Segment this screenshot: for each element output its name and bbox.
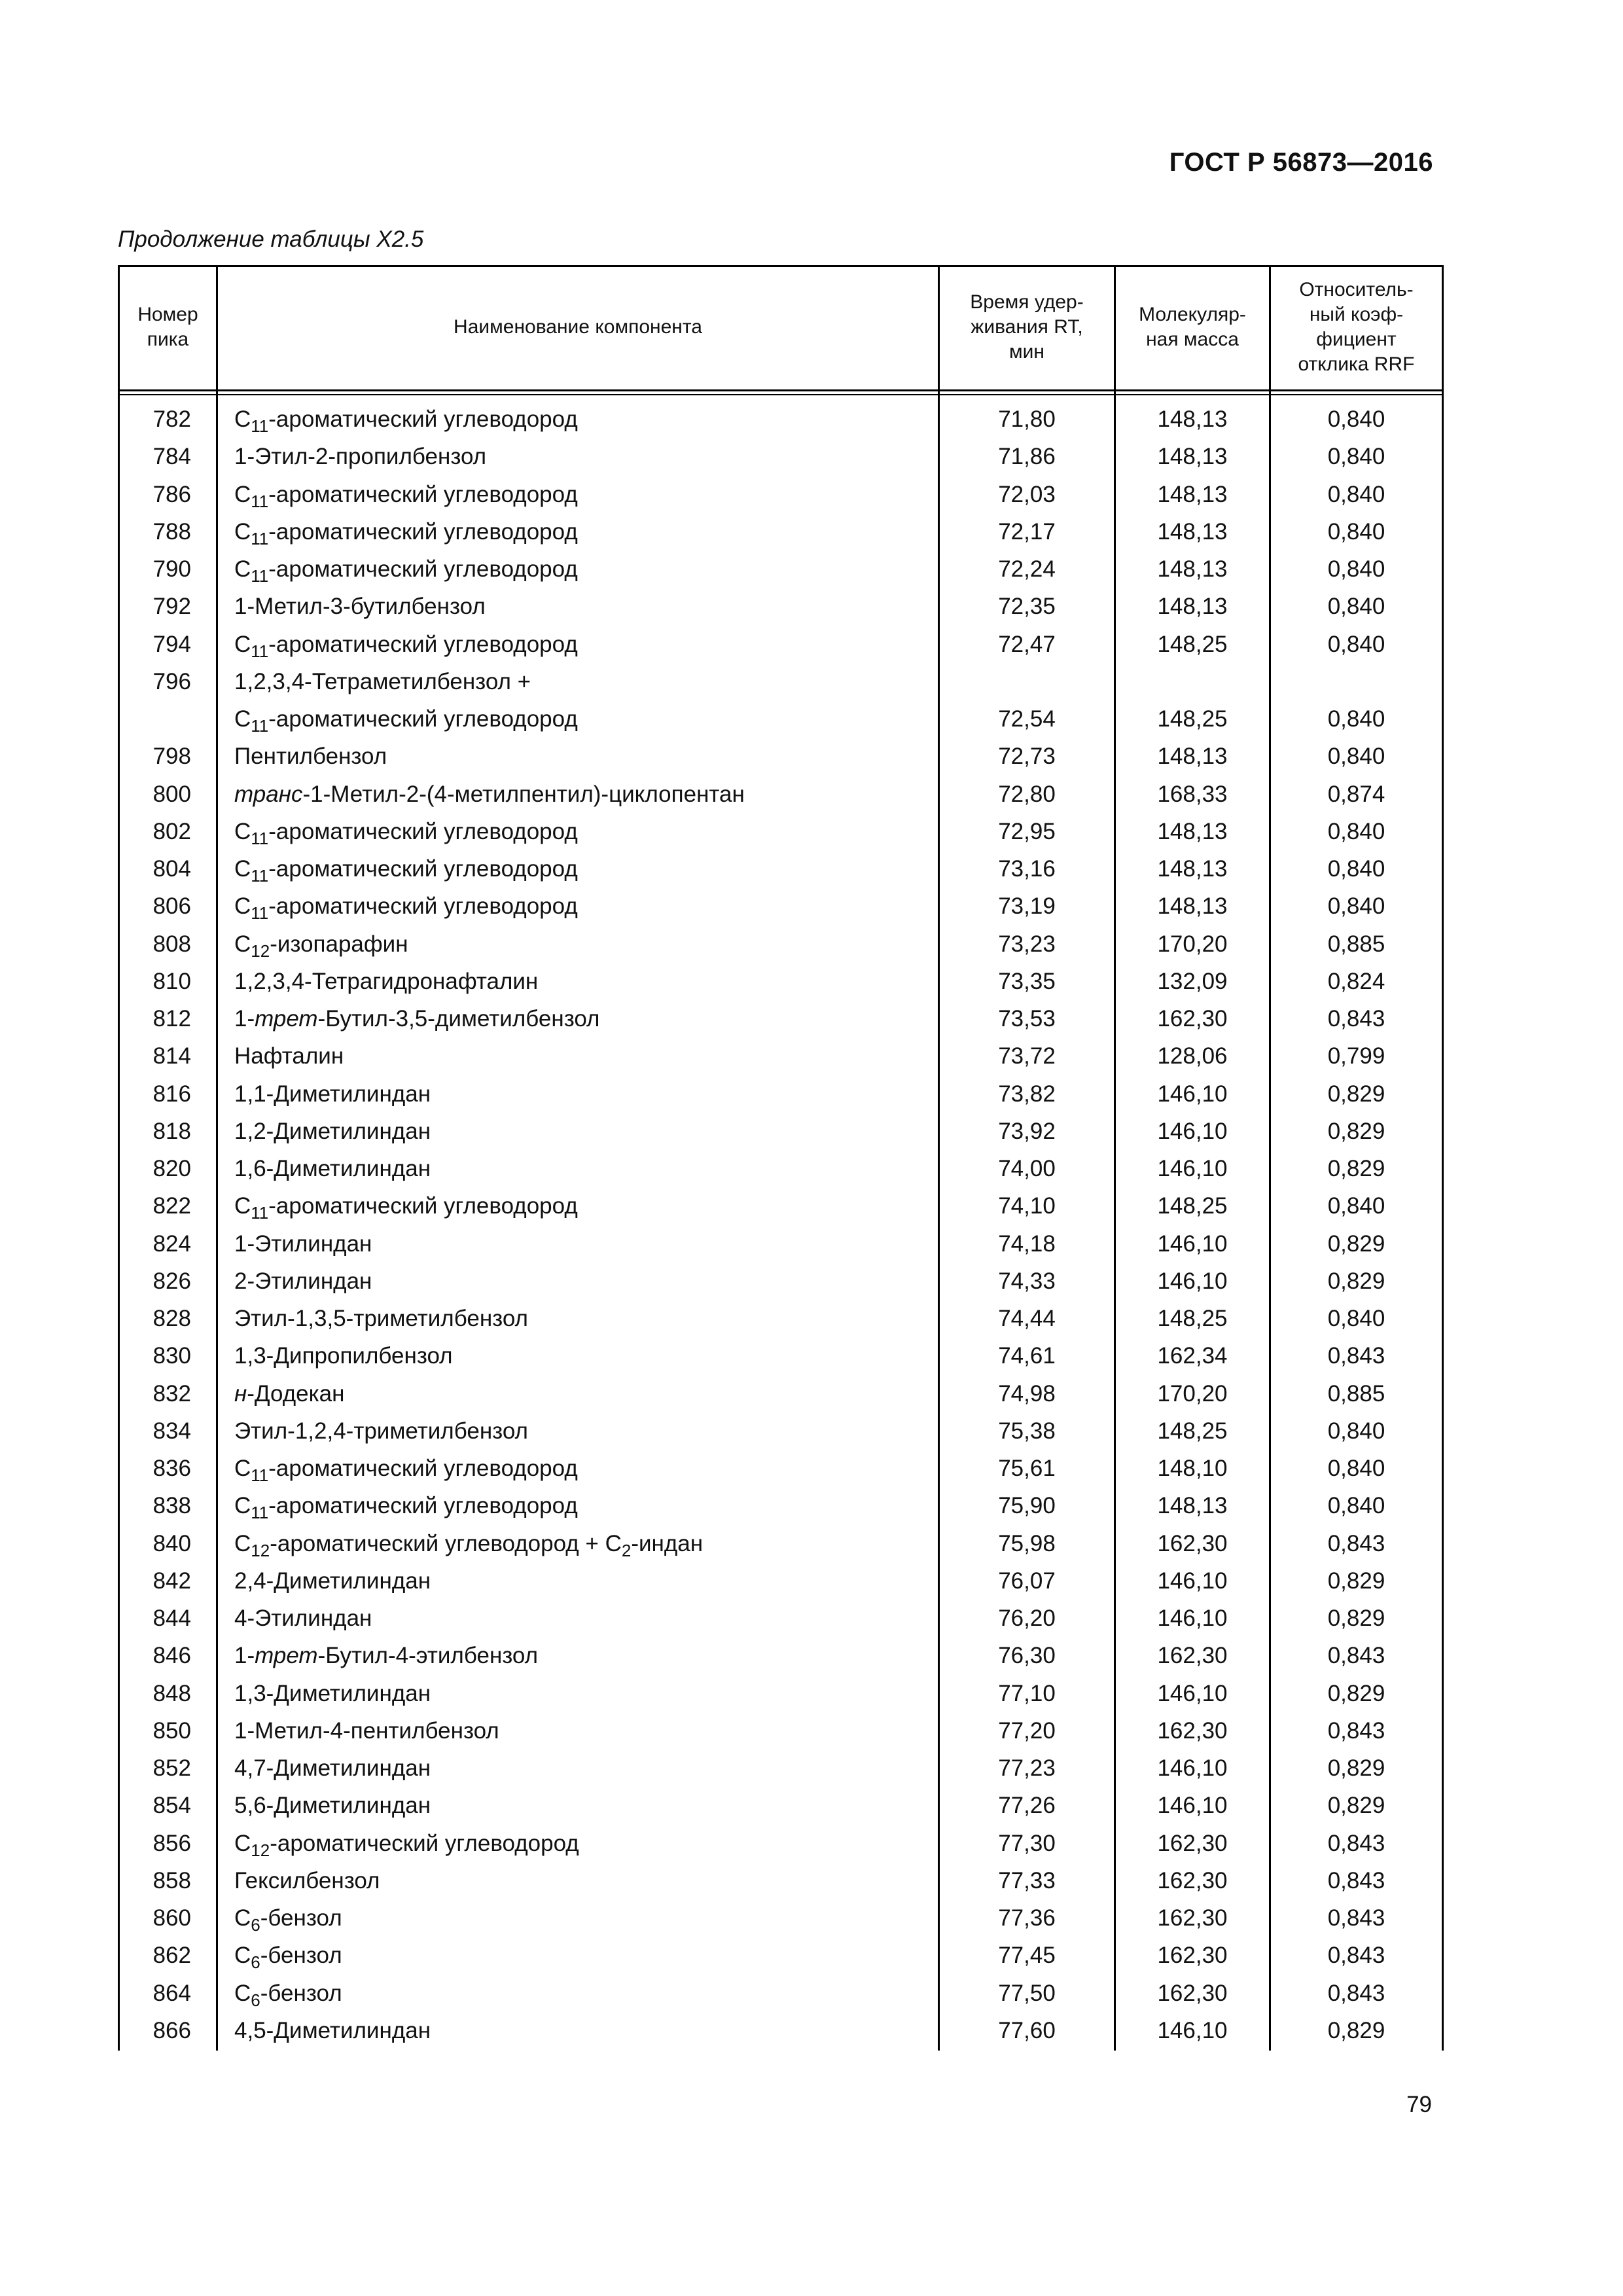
table-caption: Продолжение таблицы X2.5	[118, 226, 424, 252]
component-name: 1,2,3,4-Тетрагидронафталин	[234, 968, 539, 994]
peak-number: 826	[152, 1268, 191, 1294]
response-factor: 0,843	[1327, 1343, 1385, 1369]
peak-number: 830	[152, 1343, 191, 1369]
response-factor: 0,843	[1327, 1643, 1385, 1669]
retention-time: 72,35	[998, 594, 1056, 620]
response-factor: 0,843	[1327, 1905, 1385, 1931]
retention-time: 72,24	[998, 556, 1056, 582]
data-table	[118, 265, 1444, 2051]
header-rule	[118, 394, 1444, 395]
response-factor: 0,829	[1327, 1605, 1385, 1631]
response-factor: 0,840	[1327, 818, 1385, 844]
header-line: Номер	[137, 304, 198, 325]
retention-time: 73,23	[998, 931, 1056, 957]
retention-time: 77,60	[998, 2017, 1056, 2043]
header-rule	[118, 389, 1444, 391]
molecular-mass: 132,09	[1157, 968, 1228, 994]
header-line: Время удер-	[970, 291, 1084, 313]
component-name: $C_{11}$-ароматический углеводород	[234, 1493, 578, 1523]
molecular-mass: 146,10	[1157, 1118, 1228, 1144]
peak-number: 852	[152, 1755, 191, 1781]
molecular-mass: 148,13	[1157, 594, 1228, 620]
header-line: живания RT,	[971, 316, 1083, 338]
response-factor: 0,799	[1327, 1043, 1385, 1069]
peak-number: 836	[152, 1456, 191, 1481]
peak-number: 832	[152, 1380, 191, 1407]
peak-number: 804	[152, 856, 191, 882]
component-name: $C_{11}$-ароматический углеводород	[234, 818, 578, 848]
peak-number: 850	[152, 1717, 191, 1744]
retention-time: 77,23	[998, 1755, 1056, 1781]
peak-number: 794	[152, 631, 191, 657]
molecular-mass: 148,13	[1157, 744, 1228, 770]
response-factor: 0,885	[1327, 931, 1385, 957]
molecular-mass: 146,10	[1157, 1605, 1228, 1631]
response-factor: 0,840	[1327, 1456, 1385, 1481]
column-header-peak-number	[120, 265, 216, 389]
retention-time: 72,80	[998, 781, 1056, 807]
retention-time: 74,00	[998, 1156, 1056, 1181]
molecular-mass: 170,20	[1157, 931, 1228, 957]
response-factor: 0,843	[1327, 1006, 1385, 1031]
retention-time: 74,98	[998, 1380, 1056, 1407]
response-factor: 0,829	[1327, 1081, 1385, 1107]
component-name: 4,7-Диметилиндан	[234, 1755, 431, 1781]
peak-number: 854	[152, 1793, 191, 1819]
response-factor: 0,885	[1327, 1380, 1385, 1407]
molecular-mass: 148,25	[1157, 1306, 1228, 1331]
retention-time: 75,61	[998, 1456, 1056, 1481]
component-name: 4-Этилиндан	[234, 1605, 372, 1631]
component-name: $C_6$-бензол	[234, 1980, 342, 2010]
molecular-mass: 162,30	[1157, 1530, 1228, 1556]
response-factor: 0,843	[1327, 1530, 1385, 1556]
response-factor: 0,840	[1327, 1306, 1385, 1331]
molecular-mass: 148,13	[1157, 518, 1228, 545]
response-factor: 0,843	[1327, 1830, 1385, 1856]
response-factor: 0,843	[1327, 1943, 1385, 1969]
column-header-molecular-mass	[1116, 265, 1269, 389]
retention-time: 75,98	[998, 1530, 1056, 1556]
component-name: 1,3-Диметилиндан	[234, 1680, 431, 1706]
molecular-mass: 146,10	[1157, 1568, 1228, 1594]
component-name: 1-трет-Бутил-3,5-диметилбензол	[234, 1006, 600, 1031]
response-factor: 0,840	[1327, 481, 1385, 507]
component-name: $C_{12}$-ароматический углеводород + $C_2$-индан	[234, 1530, 704, 1560]
component-name: 1-Метил-3-бутилбензол	[234, 594, 486, 620]
response-factor: 0,829	[1327, 2017, 1385, 2043]
peak-number: 782	[152, 406, 191, 432]
peak-number: 790	[152, 556, 191, 582]
component-name: транс-1-Метил-2-(4-метилпентил)-циклопентан	[234, 781, 745, 807]
component-name: 1,1-Диметилиндан	[234, 1081, 431, 1107]
retention-time: 76,20	[998, 1605, 1056, 1631]
retention-time: 77,33	[998, 1867, 1056, 1893]
header-line: ная масса	[1146, 329, 1239, 350]
header-line: Относитель-	[1299, 279, 1414, 300]
peak-number: 802	[152, 818, 191, 844]
molecular-mass: 146,10	[1157, 1268, 1228, 1294]
molecular-mass: 148,25	[1157, 1418, 1228, 1444]
peak-number: 840	[152, 1530, 191, 1556]
component-name: $C_{11}$-ароматический углеводород	[234, 481, 578, 511]
molecular-mass: 146,10	[1157, 1081, 1228, 1107]
component-name: н-Додекан	[234, 1380, 345, 1407]
retention-time: 74,44	[998, 1306, 1056, 1331]
molecular-mass: 162,30	[1157, 1943, 1228, 1969]
molecular-mass: 148,25	[1157, 631, 1228, 657]
response-factor: 0,829	[1327, 1156, 1385, 1181]
component-name: 1,3-Дипропилбензол	[234, 1343, 453, 1369]
component-name: Гексилбензол	[234, 1867, 380, 1893]
header-line: фициент	[1316, 329, 1397, 350]
response-factor: 0,840	[1327, 594, 1385, 620]
molecular-mass: 162,30	[1157, 1717, 1228, 1744]
component-name: $C_{11}$-ароматический углеводород	[234, 406, 578, 436]
response-factor: 0,840	[1327, 631, 1385, 657]
response-factor: 0,829	[1327, 1568, 1385, 1594]
response-factor: 0,840	[1327, 1193, 1385, 1219]
component-name: 2,4-Диметилиндан	[234, 1568, 431, 1594]
component-name-continued: $C_{11}$-ароматический углеводород	[234, 706, 578, 736]
peak-number: 838	[152, 1493, 191, 1519]
response-factor: 0,829	[1327, 1230, 1385, 1257]
molecular-mass: 146,10	[1157, 1230, 1228, 1257]
component-name: 4,5-Диметилиндан	[234, 2017, 431, 2043]
molecular-mass: 148,13	[1157, 893, 1228, 920]
retention-time: 73,19	[998, 893, 1056, 920]
retention-time: 72,54	[998, 706, 1056, 732]
peak-number: 818	[152, 1118, 191, 1144]
column-header-retention-time	[940, 265, 1114, 389]
peak-number: 864	[152, 1980, 191, 2006]
molecular-mass: 146,10	[1157, 1156, 1228, 1181]
header-line: мин	[1009, 341, 1044, 363]
response-factor: 0,829	[1327, 1755, 1385, 1781]
molecular-mass: 170,20	[1157, 1380, 1228, 1407]
retention-time: 77,45	[998, 1943, 1056, 1969]
component-name: 5,6-Диметилиндан	[234, 1793, 431, 1819]
component-name: $C_6$-бензол	[234, 1943, 342, 1973]
molecular-mass: 148,13	[1157, 556, 1228, 582]
peak-number: 866	[152, 2017, 191, 2043]
peak-number: 834	[152, 1418, 191, 1444]
molecular-mass: 146,10	[1157, 1793, 1228, 1819]
component-name: 1-Этилиндан	[234, 1230, 372, 1257]
molecular-mass: 148,13	[1157, 444, 1228, 470]
response-factor: 0,840	[1327, 893, 1385, 920]
peak-number: 846	[152, 1643, 191, 1669]
component-name: Пентилбензол	[234, 744, 387, 770]
retention-time: 77,10	[998, 1680, 1056, 1706]
retention-time: 73,35	[998, 968, 1056, 994]
document-code: ГОСТ Р 56873—2016	[1169, 148, 1433, 177]
molecular-mass: 162,30	[1157, 1830, 1228, 1856]
component-name: $C_{11}$-ароматический углеводород	[234, 893, 578, 924]
peak-number: 806	[152, 893, 191, 920]
retention-time: 73,82	[998, 1081, 1056, 1107]
molecular-mass: 162,30	[1157, 1643, 1228, 1669]
component-name: $C_{11}$-ароматический углеводород	[234, 1456, 578, 1485]
response-factor: 0,840	[1327, 556, 1385, 582]
peak-number: 848	[152, 1680, 191, 1706]
component-name: Нафталин	[234, 1043, 344, 1069]
response-factor: 0,840	[1327, 406, 1385, 432]
component-name: 1-трет-Бутил-4-этилбензол	[234, 1643, 539, 1669]
component-name: $C_{12}$-изопарафин	[234, 931, 408, 961]
response-factor: 0,843	[1327, 1867, 1385, 1893]
molecular-mass: 128,06	[1157, 1043, 1228, 1069]
component-name: 1,2,3,4-Тетраметилбензол +	[234, 668, 531, 694]
peak-number: 842	[152, 1568, 191, 1594]
retention-time: 76,07	[998, 1568, 1056, 1594]
response-factor: 0,843	[1327, 1717, 1385, 1744]
retention-time: 74,33	[998, 1268, 1056, 1294]
component-name: Этил-1,3,5-триметилбензол	[234, 1306, 528, 1331]
peak-number: 792	[152, 594, 191, 620]
molecular-mass: 148,10	[1157, 1456, 1228, 1481]
retention-time: 74,61	[998, 1343, 1056, 1369]
retention-time: 72,47	[998, 631, 1056, 657]
molecular-mass: 148,13	[1157, 1493, 1228, 1519]
response-factor: 0,840	[1327, 1493, 1385, 1519]
header-line: ный коэф-	[1309, 304, 1404, 325]
response-factor: 0,843	[1327, 1980, 1385, 2006]
header-line: Молекуляр-	[1139, 304, 1246, 325]
response-factor: 0,874	[1327, 781, 1385, 807]
retention-time: 74,18	[998, 1230, 1056, 1257]
retention-time: 72,03	[998, 481, 1056, 507]
peak-number: 808	[152, 931, 191, 957]
component-name: $C_{11}$-ароматический углеводород	[234, 1193, 578, 1223]
retention-time: 77,26	[998, 1793, 1056, 1819]
peak-number: 812	[152, 1006, 191, 1031]
component-name: 1,6-Диметилиндан	[234, 1156, 431, 1181]
molecular-mass: 162,30	[1157, 1006, 1228, 1031]
response-factor: 0,840	[1327, 1418, 1385, 1444]
component-name: $C_{11}$-ароматический углеводород	[234, 631, 578, 661]
retention-time: 73,16	[998, 856, 1056, 882]
response-factor: 0,829	[1327, 1268, 1385, 1294]
retention-time: 77,20	[998, 1717, 1056, 1744]
retention-time: 75,38	[998, 1418, 1056, 1444]
peak-number: 820	[152, 1156, 191, 1181]
retention-time: 73,53	[998, 1006, 1056, 1031]
table-border-right	[1442, 265, 1444, 2051]
component-name: 2-Этилиндан	[234, 1268, 372, 1294]
response-factor: 0,829	[1327, 1118, 1385, 1144]
peak-number: 798	[152, 744, 191, 770]
retention-time: 75,90	[998, 1493, 1056, 1519]
header-line: пика	[147, 329, 189, 350]
column-header-component-name	[218, 265, 938, 389]
peak-number: 860	[152, 1905, 191, 1931]
page-number: 79	[1406, 2092, 1432, 2117]
column-rule	[216, 265, 218, 2051]
column-header-rrf	[1271, 265, 1442, 389]
peak-number: 784	[152, 444, 191, 470]
peak-number: 856	[152, 1830, 191, 1856]
response-factor: 0,840	[1327, 856, 1385, 882]
peak-number: 810	[152, 968, 191, 994]
retention-time: 73,92	[998, 1118, 1056, 1144]
retention-time: 72,73	[998, 744, 1056, 770]
peak-number: 858	[152, 1867, 191, 1893]
peak-number: 796	[152, 668, 191, 694]
peak-number: 816	[152, 1081, 191, 1107]
component-name: $C_{12}$-ароматический углеводород	[234, 1830, 579, 1860]
peak-number: 862	[152, 1943, 191, 1969]
component-name: $C_6$-бензол	[234, 1905, 342, 1935]
response-factor: 0,840	[1327, 706, 1385, 732]
component-name: $C_{11}$-ароматический углеводород	[234, 556, 578, 586]
component-name: Этил-1,2,4-триметилбензол	[234, 1418, 528, 1444]
component-name: $C_{11}$-ароматический углеводород	[234, 856, 578, 886]
response-factor: 0,840	[1327, 518, 1385, 545]
retention-time: 77,50	[998, 1980, 1056, 2006]
retention-time: 71,86	[998, 444, 1056, 470]
component-name: 1,2-Диметилиндан	[234, 1118, 431, 1144]
molecular-mass: 146,10	[1157, 1755, 1228, 1781]
peak-number: 800	[152, 781, 191, 807]
retention-time: 73,72	[998, 1043, 1056, 1069]
response-factor: 0,829	[1327, 1680, 1385, 1706]
peak-number: 786	[152, 481, 191, 507]
peak-number: 814	[152, 1043, 191, 1069]
response-factor: 0,829	[1327, 1793, 1385, 1819]
peak-number: 788	[152, 518, 191, 545]
molecular-mass: 148,13	[1157, 481, 1228, 507]
peak-number: 828	[152, 1306, 191, 1331]
peak-number: 822	[152, 1193, 191, 1219]
retention-time: 77,36	[998, 1905, 1056, 1931]
molecular-mass: 148,13	[1157, 856, 1228, 882]
component-name: 1-Этил-2-пропилбензол	[234, 444, 487, 470]
molecular-mass: 162,30	[1157, 1867, 1228, 1893]
molecular-mass: 168,33	[1157, 781, 1228, 807]
peak-number: 824	[152, 1230, 191, 1257]
header-line: Наименование компонента	[454, 316, 702, 338]
retention-time: 71,80	[998, 406, 1056, 432]
molecular-mass: 162,30	[1157, 1905, 1228, 1931]
molecular-mass: 148,13	[1157, 818, 1228, 844]
retention-time: 77,30	[998, 1830, 1056, 1856]
molecular-mass: 146,10	[1157, 1680, 1228, 1706]
component-name: $C_{11}$-ароматический углеводород	[234, 518, 578, 548]
retention-time: 72,17	[998, 518, 1056, 545]
retention-time: 74,10	[998, 1193, 1056, 1219]
response-factor: 0,840	[1327, 744, 1385, 770]
peak-number: 844	[152, 1605, 191, 1631]
retention-time: 72,95	[998, 818, 1056, 844]
response-factor: 0,840	[1327, 444, 1385, 470]
molecular-mass: 148,25	[1157, 706, 1228, 732]
header-line: отклика RRF	[1298, 353, 1415, 375]
molecular-mass: 148,13	[1157, 406, 1228, 432]
molecular-mass: 148,25	[1157, 1193, 1228, 1219]
molecular-mass: 146,10	[1157, 2017, 1228, 2043]
retention-time: 76,30	[998, 1643, 1056, 1669]
response-factor: 0,824	[1327, 968, 1385, 994]
molecular-mass: 162,30	[1157, 1980, 1228, 2006]
molecular-mass: 162,34	[1157, 1343, 1228, 1369]
component-name: 1-Метил-4-пентилбензол	[234, 1717, 499, 1744]
